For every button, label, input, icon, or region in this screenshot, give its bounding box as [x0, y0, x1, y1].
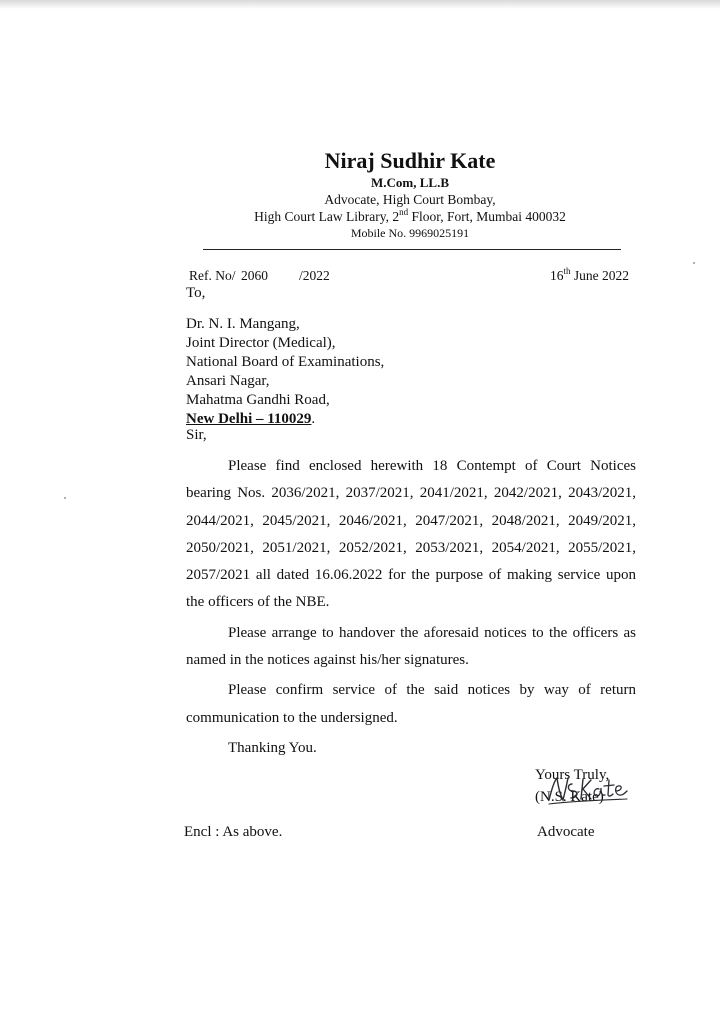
recipient-address — [186, 315, 384, 429]
body-paragraph: Thanking You. — [228, 739, 317, 756]
address-line: Dr. N. I. Mangang, — [186, 316, 300, 332]
signatory-designation: Advocate — [537, 824, 595, 840]
sender-address: High Court Law Library, 2nd Floor, Fort, Mumbai 400032 — [254, 206, 566, 224]
scan-speck — [693, 262, 695, 264]
sender-mobile: Mobile No. 9969025191 — [350, 226, 470, 240]
sender-designation: Advocate, High Court Bombay, — [324, 192, 496, 207]
valediction: Yours Truly, — [535, 767, 610, 783]
signatory-name: (N.S. Kate) — [535, 789, 604, 805]
address-city: New Delhi – 110029. — [186, 411, 316, 427]
sender-name: Niraj Sudhir Kate — [324, 148, 496, 173]
sender-qualifications: M.Com, LL.B — [371, 175, 449, 190]
body-paragraph: Please confirm service of the said notices by way of return communication to the undersigned. — [186, 682, 636, 726]
salutation: Sir, — [186, 427, 207, 443]
handwritten-signature — [543, 774, 629, 808]
reference-number: Ref. No/ 2060 /2022 — [189, 268, 330, 283]
to-label: To, — [186, 285, 206, 301]
address-line: Joint Director (Medical), — [186, 335, 336, 351]
enclosure-note: Encl : As above. — [184, 824, 283, 840]
letterhead-divider — [203, 249, 621, 250]
address-line: Mahatma Gandhi Road, — [186, 392, 330, 408]
letter-body — [186, 453, 636, 762]
body-paragraph: Please find enclosed herewith 18 Contempt of Court Notices bearing Nos. 2036/2021, 2037/2021, 2041/2021, 2042/2021, 2043/2021, 2044/2021, 2045/2021, 2046/2021, 2047/2021, 2048/2021, 2049/2021, 2050/2021, 2051/2021, 2052/2021, 2053/2021, 2054/2021, 2055/2021, 2057/2021 all dated 16.06.2022 for the purpose of making service upon the officers of the NBE. — [186, 458, 636, 611]
letter-date: 16th June 2022 — [550, 265, 630, 283]
address-line: National Board of Examinations, — [186, 354, 385, 370]
letterhead — [0, 148, 720, 242]
scan-speck — [64, 497, 66, 499]
scan-edge-shadow — [0, 0, 720, 9]
address-line: Ansari Nagar, — [186, 373, 270, 389]
body-paragraph: Please arrange to handover the aforesaid notices to the officers as named in the notices against his/her signatures. — [186, 624, 636, 669]
